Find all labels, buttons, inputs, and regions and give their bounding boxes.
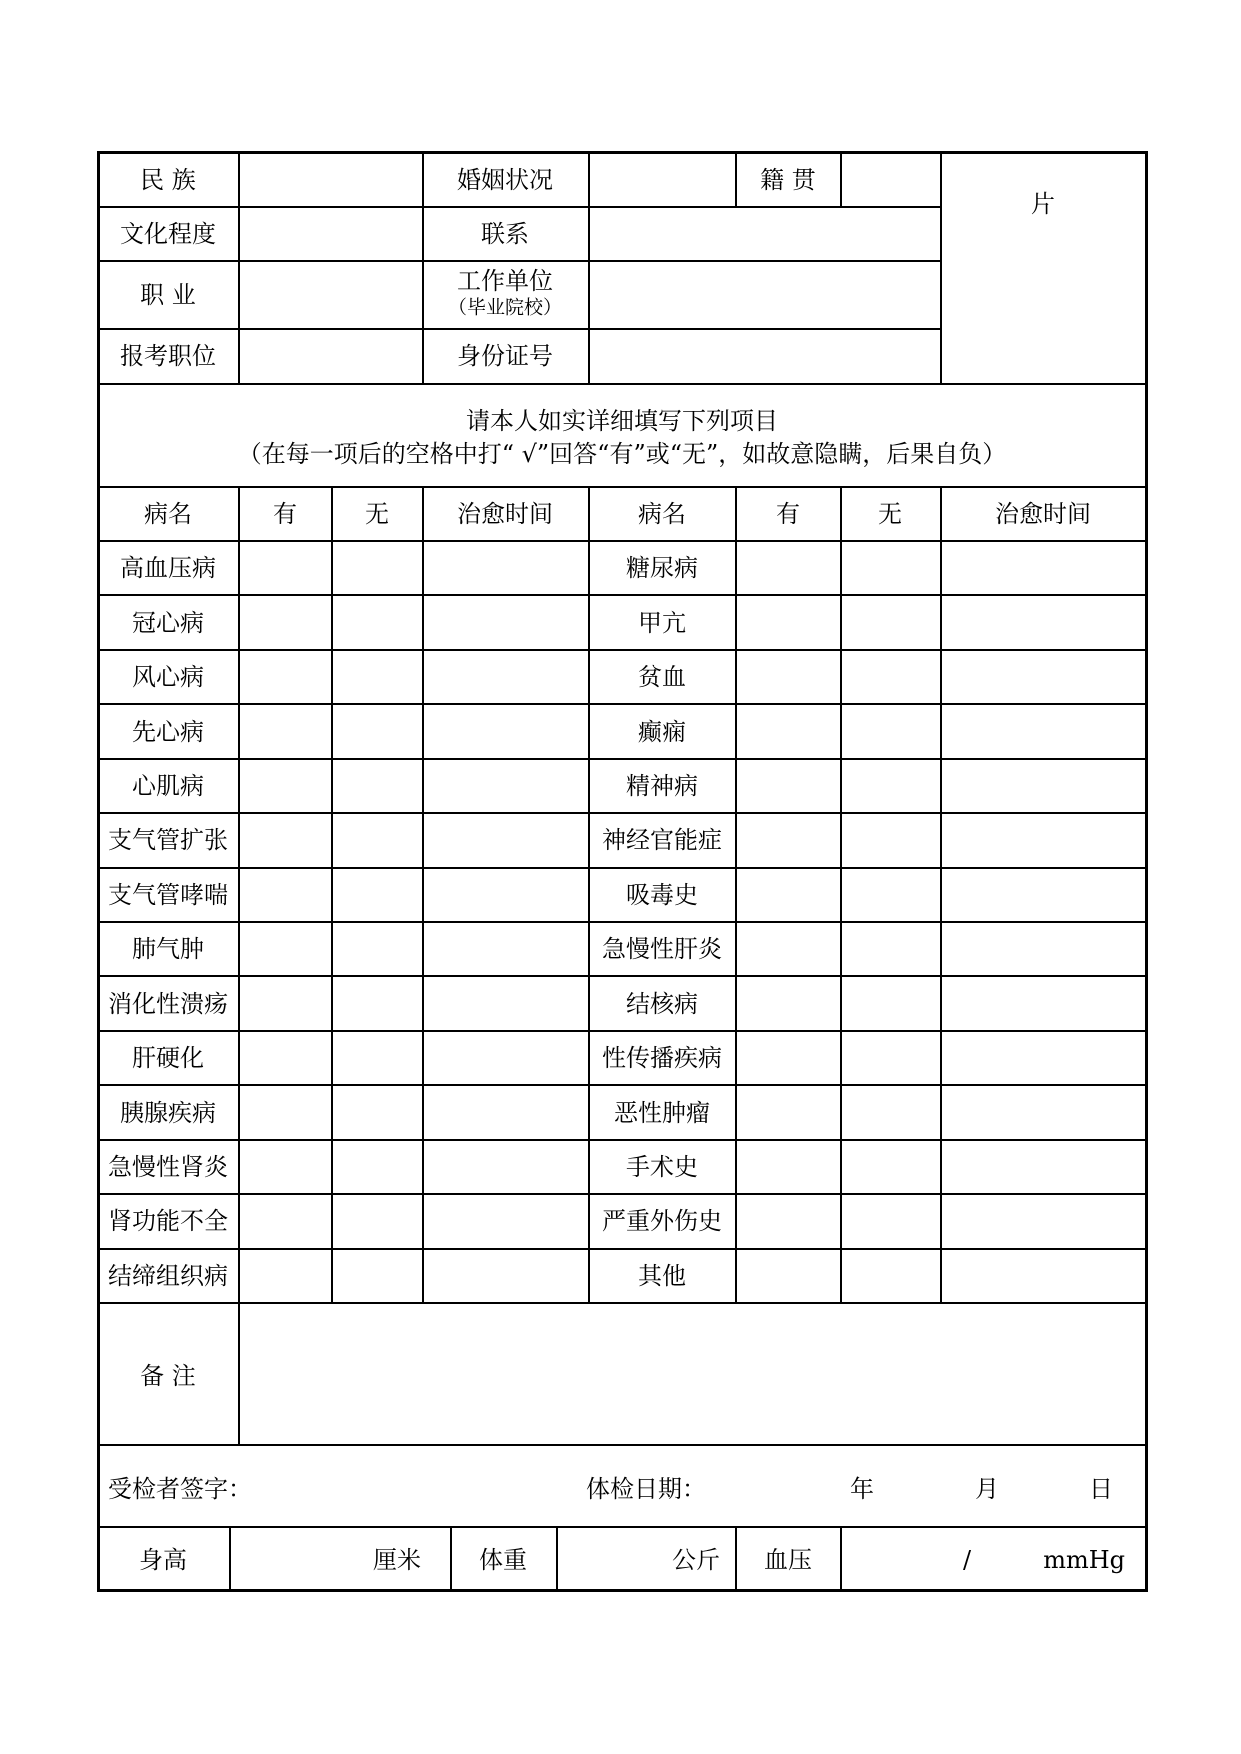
cure-time-cell-right[interactable] (942, 1032, 1145, 1084)
blood-pressure-unit: mmHg (1043, 1546, 1125, 1574)
disease-name-left: 胰腺疾病 (120, 1098, 216, 1127)
marital-status-label: 婚姻状况 (457, 166, 553, 194)
disease-name-right: 甲亢 (638, 608, 686, 637)
yes-cell-left[interactable] (240, 542, 331, 594)
no-cell-left[interactable] (333, 1141, 422, 1193)
col-divider (735, 1526, 737, 1592)
yes-cell-right[interactable] (737, 977, 840, 1029)
disease-name-right: 其他 (638, 1261, 686, 1290)
col-divider (940, 486, 942, 1302)
no-cell-right[interactable] (842, 814, 940, 866)
disease-name-left: 结缔组织病 (108, 1261, 228, 1290)
education-label: 文化程度 (120, 220, 216, 248)
month-label: 月 (975, 1475, 999, 1503)
contact-label: 联系 (481, 220, 529, 248)
ethnicity-field[interactable] (240, 154, 422, 206)
no-cell-right[interactable] (842, 869, 940, 921)
no-cell-left[interactable] (333, 1032, 422, 1084)
no-cell-left[interactable] (333, 1086, 422, 1138)
row-divider (97, 486, 1148, 488)
yes-cell-right[interactable] (737, 651, 840, 703)
yes-cell-right[interactable] (737, 1141, 840, 1193)
disease-name-right: 神经官能症 (602, 826, 722, 855)
no-cell-left[interactable] (333, 977, 422, 1029)
disease-name-right: 严重外伤史 (602, 1207, 722, 1236)
no-cell-left[interactable] (333, 814, 422, 866)
col-divider (588, 486, 590, 1302)
photo-area[interactable] (942, 154, 1145, 383)
header-yes-left: 有 (273, 500, 297, 528)
disease-name-left: 先心病 (132, 717, 204, 746)
row-divider (97, 383, 1148, 385)
examinee-signature-label: 受检者签字： (108, 1475, 252, 1503)
cure-time-cell-right[interactable] (942, 923, 1145, 975)
yes-cell-left[interactable] (240, 1195, 331, 1247)
no-cell-left[interactable] (333, 651, 422, 703)
remarks-field[interactable] (240, 1304, 1145, 1444)
col-divider (238, 486, 240, 1302)
col-divider (735, 151, 737, 206)
header-disease-right: 病名 (638, 500, 686, 528)
disease-name-right: 精神病 (626, 771, 698, 800)
yes-cell-right[interactable] (737, 814, 840, 866)
yes-cell-left[interactable] (240, 760, 331, 812)
col-divider (229, 1526, 231, 1592)
disease-name-left: 肺气肿 (132, 935, 204, 964)
disease-name-right: 糖尿病 (626, 554, 698, 583)
cure-time-cell-left[interactable] (424, 814, 588, 866)
yes-cell-right[interactable] (737, 1195, 840, 1247)
cure-time-cell-right[interactable] (942, 1086, 1145, 1138)
yes-cell-left[interactable] (240, 651, 331, 703)
yes-cell-left[interactable] (240, 1250, 331, 1302)
instructions-line2: （在每一项后的空格中打“ √”回答“有”或“无”，如故意隐瞒，后果自负） (237, 440, 1007, 468)
disease-name-left: 肾功能不全 (108, 1207, 228, 1236)
ethnicity-label: 民 族 (140, 166, 196, 194)
blood-pressure-label: 血压 (764, 1546, 812, 1574)
cure-time-cell-left[interactable] (424, 1250, 588, 1302)
disease-name-right: 癫痫 (638, 717, 686, 746)
cure-time-cell-left[interactable] (424, 1195, 588, 1247)
yes-cell-right[interactable] (737, 869, 840, 921)
no-cell-left[interactable] (333, 923, 422, 975)
work-unit-field[interactable] (590, 262, 940, 328)
col-divider (735, 486, 737, 1302)
native-place-label: 籍 贯 (760, 166, 816, 194)
cure-time-cell-right[interactable] (942, 977, 1145, 1029)
id-number-label: 身份证号 (457, 342, 553, 370)
cure-time-cell-right[interactable] (942, 705, 1145, 757)
yes-cell-left[interactable] (240, 923, 331, 975)
yes-cell-right[interactable] (737, 596, 840, 648)
header-cure-time-left: 治愈时间 (457, 500, 553, 528)
no-cell-right[interactable] (842, 1195, 940, 1247)
no-cell-right[interactable] (842, 705, 940, 757)
cure-time-cell-left[interactable] (424, 596, 588, 648)
header-no-left: 无 (365, 500, 389, 528)
disease-name-left: 心肌病 (132, 771, 204, 800)
no-cell-right[interactable] (842, 760, 940, 812)
work-unit-sublabel: （毕业院校） (447, 296, 563, 319)
disease-name-left: 风心病 (132, 663, 204, 692)
col-divider (450, 1526, 452, 1592)
id-number-field[interactable] (590, 330, 940, 383)
photo-label: 片 (1031, 190, 1055, 218)
disease-name-right: 性传播疾病 (602, 1044, 722, 1073)
no-cell-left[interactable] (333, 1250, 422, 1302)
occupation-field[interactable] (240, 262, 422, 328)
cure-time-cell-left[interactable] (424, 1141, 588, 1193)
cure-time-cell-left[interactable] (424, 651, 588, 703)
no-cell-left[interactable] (333, 760, 422, 812)
disease-name-left: 冠心病 (132, 608, 204, 637)
row-divider (97, 1444, 1148, 1446)
cure-time-cell-right[interactable] (942, 760, 1145, 812)
yes-cell-right[interactable] (737, 1086, 840, 1138)
col-divider (422, 151, 424, 383)
no-cell-left[interactable] (333, 1195, 422, 1247)
header-cure-time-right: 治愈时间 (995, 500, 1091, 528)
disease-name-left: 支气管哮喘 (108, 880, 228, 909)
cure-time-cell-left[interactable] (424, 542, 588, 594)
height-label: 身高 (139, 1546, 187, 1574)
header-yes-right: 有 (776, 500, 800, 528)
blood-pressure-separator: / (962, 1546, 972, 1574)
height-unit: 厘米 (373, 1546, 421, 1574)
disease-name-left: 肝硬化 (132, 1044, 204, 1073)
no-cell-right[interactable] (842, 542, 940, 594)
no-cell-left[interactable] (333, 705, 422, 757)
header-no-right: 无 (878, 500, 902, 528)
no-cell-left[interactable] (333, 869, 422, 921)
cure-time-cell-left[interactable] (424, 923, 588, 975)
yes-cell-left[interactable] (240, 977, 331, 1029)
weight-label: 体重 (479, 1546, 527, 1574)
cure-time-cell-left[interactable] (424, 760, 588, 812)
disease-name-left: 急慢性肾炎 (108, 1152, 228, 1181)
contact-field[interactable] (590, 208, 940, 260)
no-cell-left[interactable] (333, 542, 422, 594)
no-cell-right[interactable] (842, 596, 940, 648)
no-cell-right[interactable] (842, 1250, 940, 1302)
no-cell-left[interactable] (333, 596, 422, 648)
disease-name-right: 恶性肿瘤 (614, 1098, 710, 1127)
no-cell-right[interactable] (842, 1141, 940, 1193)
no-cell-right[interactable] (842, 1086, 940, 1138)
remarks-label: 备 注 (140, 1362, 196, 1390)
year-label: 年 (850, 1475, 874, 1503)
yes-cell-left[interactable] (240, 814, 331, 866)
disease-name-right: 急慢性肝炎 (602, 935, 722, 964)
cure-time-cell-right[interactable] (942, 651, 1145, 703)
no-cell-right[interactable] (842, 1032, 940, 1084)
cure-time-cell-right[interactable] (942, 1195, 1145, 1247)
work-unit-label: 工作单位 (457, 267, 553, 295)
position-field[interactable] (240, 330, 422, 383)
yes-cell-left[interactable] (240, 705, 331, 757)
disease-name-left: 高血压病 (120, 554, 216, 583)
col-divider (840, 1526, 842, 1592)
col-divider (840, 486, 842, 1302)
no-cell-right[interactable] (842, 977, 940, 1029)
yes-cell-right[interactable] (737, 1250, 840, 1302)
disease-name-right: 吸毒史 (626, 880, 698, 909)
day-label: 日 (1089, 1475, 1113, 1503)
header-disease-left: 病名 (144, 500, 192, 528)
cure-time-cell-right[interactable] (942, 869, 1145, 921)
native-place-field[interactable] (842, 154, 940, 206)
disease-name-left: 支气管扩张 (108, 826, 228, 855)
disease-name-right: 手术史 (626, 1152, 698, 1181)
row-divider (97, 1526, 1148, 1528)
yes-cell-left[interactable] (240, 1032, 331, 1084)
weight-unit: 公斤 (672, 1546, 720, 1574)
disease-name-right: 结核病 (626, 989, 698, 1018)
cure-time-cell-right[interactable] (942, 814, 1145, 866)
no-cell-right[interactable] (842, 923, 940, 975)
yes-cell-right[interactable] (737, 923, 840, 975)
col-divider (331, 486, 333, 1302)
yes-cell-left[interactable] (240, 1141, 331, 1193)
cure-time-cell-left[interactable] (424, 869, 588, 921)
yes-cell-left[interactable] (240, 1086, 331, 1138)
cure-time-cell-right[interactable] (942, 542, 1145, 594)
cure-time-cell-left[interactable] (424, 1032, 588, 1084)
marital-status-field[interactable] (590, 154, 735, 206)
cure-time-cell-right[interactable] (942, 1250, 1145, 1302)
cure-time-cell-left[interactable] (424, 1086, 588, 1138)
disease-name-right: 贫血 (638, 663, 686, 692)
yes-cell-left[interactable] (240, 869, 331, 921)
position-label: 报考职位 (120, 342, 216, 370)
education-field[interactable] (240, 208, 422, 260)
no-cell-right[interactable] (842, 651, 940, 703)
col-divider (556, 1526, 558, 1592)
cure-time-cell-right[interactable] (942, 596, 1145, 648)
instructions-line1: 请本人如实详细填写下列项目 (466, 407, 778, 435)
cure-time-cell-left[interactable] (424, 977, 588, 1029)
occupation-label: 职 业 (140, 281, 196, 309)
yes-cell-right[interactable] (737, 760, 840, 812)
cure-time-cell-left[interactable] (424, 705, 588, 757)
disease-name-left: 消化性溃疡 (108, 989, 228, 1018)
col-divider (422, 486, 424, 1302)
yes-cell-right[interactable] (737, 542, 840, 594)
exam-date-label: 体检日期： (586, 1475, 706, 1503)
cure-time-cell-right[interactable] (942, 1141, 1145, 1193)
yes-cell-right[interactable] (737, 1032, 840, 1084)
yes-cell-right[interactable] (737, 705, 840, 757)
yes-cell-left[interactable] (240, 596, 331, 648)
